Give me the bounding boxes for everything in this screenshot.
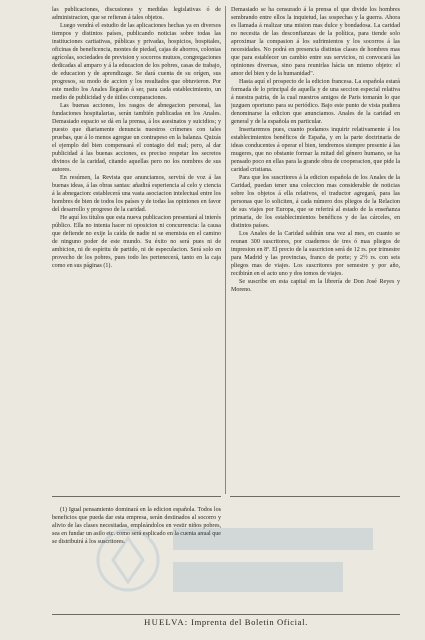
body-columns bbox=[52, 6, 400, 494]
left-paragraph-2: Luego vendrá el estudio de las aplicaciones hechas ya en diversos tiempos y distintos países, publicando noticias sobre todas las instituciones caritativas, públicas y privadas, hospicios, hospitales, oficinas de beneficencia, montes de piedad, cajas de ahorros, colonias agrícolas, sociedades de prevision y socorros mutuos, congregaciones dedicadas al amparo y á la educacion de los pobres, casas de trabajo, de educacion y de aprendizage. Se dará cuenta de su orígen, sus progresos, su modo de accion y los resultados que obtuvieron. Por este medio los Anales llegarán á ser, para cada establecimiento, un medio de publicidad y de útiles comparaciones. bbox=[52, 23, 221, 101]
right-paragraph-6: Se suscribe en esta capital en la librería de Don José Reyes y Moreno. bbox=[231, 279, 400, 293]
footnote-1 bbox=[52, 506, 221, 614]
footnote-rule-left bbox=[52, 496, 221, 497]
imprint-rule bbox=[52, 614, 400, 615]
printer-imprint bbox=[52, 617, 400, 627]
footnote-empty bbox=[231, 506, 400, 614]
left-paragraph-5: He aquí los títulos que esta nueva publicacion presentará al interés público. Ella no intenta hacer ni oposicion ni concurrencia: la causa que defiende no exije la caída de nadie ni se enemista en el camino de ninguno poder de este mundo. Su éxito no será pues ni de ambicion, ni de espíritu de partido, ni de especulacion. Será solo en provecho de los pobres, pues todo les pertenecerá, tanto en la caja como en sus páginas (1). bbox=[52, 215, 221, 269]
column-divider bbox=[225, 6, 226, 494]
footnote-text: (1) Igual pensamiento dominará en la edicion española. Todos los beneficios que pueda dar esta empresa, serán destinados al socorro y alivio de las clases necesitadas, empleándolos en vestir niños pobres, sea en fundar un asilo etc. como será esplicado en la cuenta anual que se distribuirá á los suscritores. bbox=[52, 507, 221, 545]
left-paragraph-3: Las buenas acciones, los rasgos de abnegacion personal, las fundaciones hospitalarias, serán también publicadas en los Anales. Demasiado espacio se dá en la prensa, á los asesinatos y suicidios; y puesto que diariamente denuncia nuestros crímenes con tales pruebas, que á lo menos agregue un contrapeso en la balanza. Quizás el ejemplo del bien compensará el contagio del mal; pero, al dar publicidad á las buenas acciones, es preciso respetar los secretos divinos de la caridad, citando aquellas pero no los nombres de sus autores. bbox=[52, 103, 221, 173]
right-paragraph-4: Para que los suscritores á la edicion española de los Anales de la Caridad, puedan tener una coleccion mas considerable de noticias sobre los objetos á ella relativos, el traductor agregará, para las personas que lo soliciten, á cada número dos pliegos de la Relacion de sus viajes por Europa, que se referirá al estado de la enseñanza primaria, de los establecimientos benéficos y de las cárceles, en distintos países. bbox=[231, 175, 400, 229]
right-paragraph-2: Hasta aquí el prospecto de la edicion francesa. La española estará formada de lo principal de aquella y de una seccion especial relativa á nuestra patria, de la cual nuestros amigos de Paris tomarán lo que juzguen oportuno para su periódico. Bajo este punto de vista pudiera denominarse la edicion que anunciamos. Anales de la caridad en general y de la española en particular. bbox=[231, 79, 400, 125]
right-paragraph-1: Demasiado se ha censurado á la prensa el que divide los hombres sembrando entre ellos la inquietud, las sospechas y la guerra. Ahora es llamada á realizar una mision mas dulce y bondadosa. La caridad no necesita de las desconfianzas de la política, para tiende solo aproximar la compasion á los sufrimientos y los socorros á las necesidades. No podrá en presencia distintas clases de hombres mas que para establecer un cambio entre sus servicios, ni convocará las opiniones diversas, sino para reunirlas hácia un mismo objeto: el amor del bien y de la humanidad". bbox=[231, 7, 400, 77]
footnotes bbox=[52, 506, 400, 614]
right-paragraph-3: Insertaremos pues, cuanto podamos inquirir relativamente á los establecimientos benéficos de España, y en la parte doctrinaria de ideas conducentes á operar el bien, tendremos siempre presente á las mugeres, que no obstante formar la mitad del género humano, se ha pensado poco en ellas para la grande obra de cooperacion, que pide la caridad cristiana. bbox=[231, 127, 400, 173]
imprint-place: HUELVA: bbox=[144, 617, 189, 627]
right-paragraph-5: Los Anales de la Caridad saldrán una vez al mes, en cuanto se reunan 300 suscritores, por cuadernos de tres ó mas pliegos de impresion en 8º. El precio de la suscricion será de 12 rs. por trimestre para Madrid y las provincias, franco de porte; y 2½ rs. con seis pliegos mas de viajes. Los suscritores por semestre y por año, recibirán en el acto uno y dos tomos de viajes. bbox=[231, 231, 400, 277]
imprint-text: Imprenta del Boletin Oficial. bbox=[191, 617, 308, 627]
footnote-rule-right bbox=[230, 496, 400, 497]
right-column bbox=[231, 6, 400, 494]
left-paragraph-4: En resúmen, la Revista que anunciamos, servirá de voz á las buenas ideas, á las obras santas: añadirá esperiencia al celo y ciencia á la abnegacion: establecerá una vasta asociacion intelectual entre los hombres de bien de todos los países y de todas las opiniones en favor del desarrollo y progreso de la caridad. bbox=[52, 175, 221, 213]
left-column bbox=[52, 6, 221, 494]
left-paragraph-1: las publicaciones, discusiones y medidas legislativas ó de administracion, que se refieran á tales objetos. bbox=[52, 7, 221, 21]
